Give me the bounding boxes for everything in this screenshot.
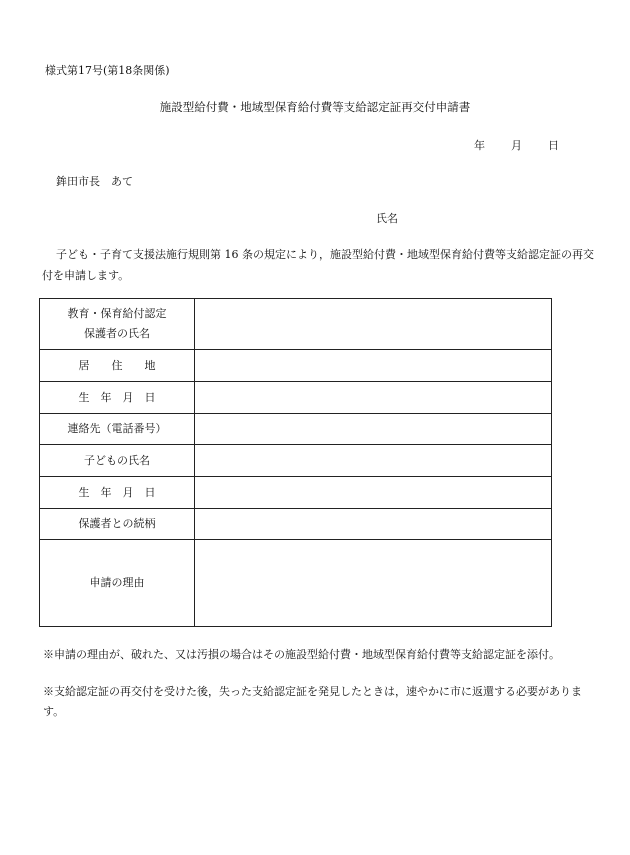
note-return-certificate: ※支給認定証の再交付を受けた後，失った支給認定証を発見したときは，速やかに市に返還する必要があります。 xyxy=(43,685,582,718)
reason-label: 申請の理由 xyxy=(40,540,195,627)
relationship-label: 保護者との続柄 xyxy=(40,509,195,540)
date-month-label: 月 xyxy=(511,139,522,152)
addressee: 鉾田市長 あて xyxy=(56,175,133,188)
table-row xyxy=(40,509,552,540)
table-row xyxy=(40,445,552,477)
phone-field[interactable] xyxy=(195,414,552,445)
table-row xyxy=(40,350,552,382)
child-birthdate-field[interactable] xyxy=(195,477,552,509)
table-row xyxy=(40,477,552,509)
application-statement: 子ども・子育て支援法施行規則第 16 条の規定により，施設型給付費・地域型保育給付費等支給認定証の再交付を申請します。 xyxy=(42,248,594,282)
child-name-label: 子どもの氏名 xyxy=(40,445,195,477)
table-row xyxy=(40,540,552,627)
guardian-name-label-line1: 教育・保育給付認定 xyxy=(67,307,167,320)
address-label: 居 住 地 xyxy=(40,350,195,382)
guardian-name-field[interactable] xyxy=(195,299,552,350)
relationship-field[interactable] xyxy=(195,509,552,540)
note-damaged-certificate: ※申請の理由が、破れた、又は汚損の場合はその施設型給付費・地域型保育給付費等支給認定証を添付。 xyxy=(43,648,560,661)
form-number: 様式第17号(第18条関係) xyxy=(45,64,170,77)
address-field[interactable] xyxy=(195,350,552,382)
date-day-label: 日 xyxy=(548,139,559,152)
applicant-name-label: 氏名 xyxy=(376,212,398,225)
table-row xyxy=(40,414,552,445)
table-row xyxy=(40,382,552,414)
reason-field[interactable] xyxy=(195,540,552,627)
guardian-name-label xyxy=(40,299,195,350)
child-birthdate-label: 生 年 月 日 xyxy=(40,477,195,509)
application-table xyxy=(39,298,552,627)
table-row xyxy=(40,299,552,350)
application-date xyxy=(474,137,559,153)
date-year-label: 年 xyxy=(474,139,485,152)
phone-label: 連絡先（電話番号） xyxy=(40,414,195,445)
page-title: 施設型給付費・地域型保育給付費等支給認定証再交付申請書 xyxy=(159,100,471,114)
guardian-birthdate-label: 生 年 月 日 xyxy=(40,382,195,414)
child-name-field[interactable] xyxy=(195,445,552,477)
guardian-birthdate-field[interactable] xyxy=(195,382,552,414)
guardian-name-label-line2: 保護者の氏名 xyxy=(84,327,150,340)
